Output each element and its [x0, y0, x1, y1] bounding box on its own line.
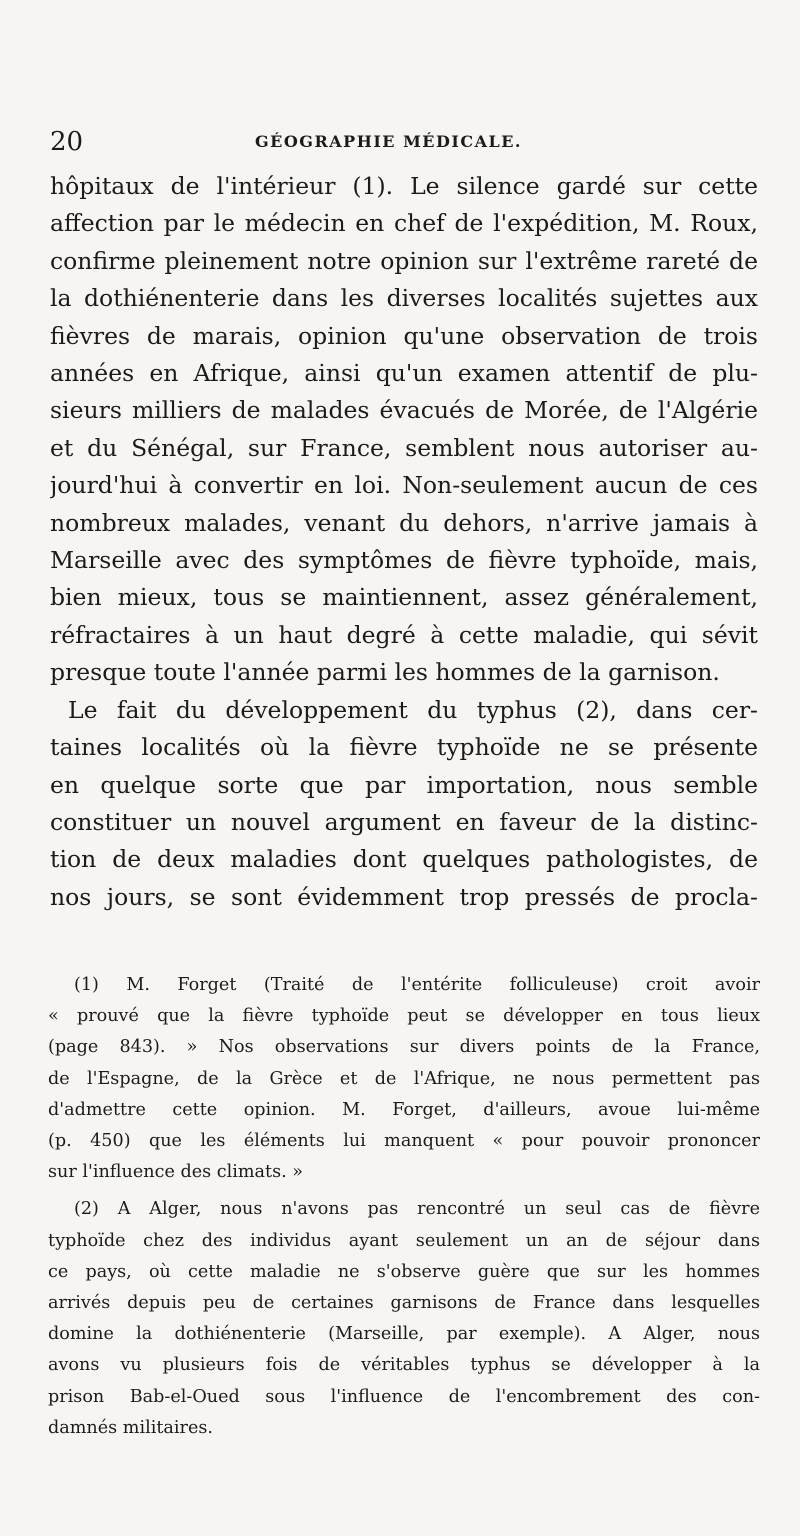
body-line: réfractaires à un haut degré à cette maladie, qui sévit: [50, 620, 758, 649]
body-line: jourd'hui à convertir en loi. Non-seulement aucun de ces: [50, 471, 758, 500]
running-head: GÉOGRAPHIE MÉDICALE.: [255, 132, 522, 151]
footnote-line: (page 843). » Nos observations sur divers points de la France,: [48, 1037, 760, 1058]
footnote-line: sur l'influence des climats. »: [48, 1162, 304, 1183]
page-number: 20: [50, 127, 84, 157]
body-line: presque toute l'année parmi les hommes de la garnison.: [50, 658, 720, 687]
body-line: années en Afrique, ainsi qu'un examen attentif de plu-: [50, 359, 758, 388]
body-line: confirme pleinement notre opinion sur l'extrême rareté de: [50, 246, 758, 275]
footnote-line: ce pays, où cette maladie ne s'observe guère que sur les hommes: [48, 1261, 760, 1282]
body-line: taines localités où la fièvre typhoïde ne se présente: [50, 733, 758, 762]
footnote-line: « prouvé que la fièvre typhoïde peut se développer en tous lieux: [48, 1006, 760, 1027]
footnote-line: de l'Espagne, de la Grèce et de l'Afrique, ne nous permettent pas: [48, 1068, 760, 1089]
body-line: la dothiénenterie dans les diverses localités sujettes aux: [50, 284, 758, 313]
footnote-line: prison Bab-el-Oued sous l'influence de l'encombrement des con-: [48, 1386, 760, 1407]
body-line: nombreux malades, venant du dehors, n'arrive jamais à: [50, 508, 758, 537]
footnote-line: (p. 450) que les éléments lui manquent « pour pouvoir prononcer: [48, 1131, 760, 1152]
body-line: et du Sénégal, sur France, semblent nous autoriser au-: [50, 433, 758, 462]
footnote-line: d'admettre cette opinion. M. Forget, d'ailleurs, avoue lui-même: [48, 1099, 760, 1120]
body-line: tion de deux maladies dont quelques pathologistes, de: [50, 845, 758, 874]
footnote-line: typhoïde chez des individus ayant seulement un an de séjour dans: [48, 1230, 760, 1251]
body-line: nos jours, se sont évidemment trop pressés de procla-: [50, 882, 758, 911]
footnote-line: (2) A Alger, nous n'avons pas rencontré un seul cas de fièvre: [74, 1199, 760, 1220]
body-line: en quelque sorte que par importation, nous semble: [50, 770, 758, 799]
footnote-line: damnés militaires.: [48, 1417, 213, 1438]
footnote-line: (1) M. Forget (Traité de l'entérite folliculeuse) croit avoir: [74, 975, 760, 995]
page-header: [50, 124, 760, 160]
body-text: [50, 168, 758, 916]
body-line: hôpitaux de l'intérieur (1). Le silence gardé sur cette: [50, 172, 758, 200]
footnote-line: domine la dothiénenterie (Marseille, par exemple). A Alger, nous: [48, 1324, 760, 1345]
body-line: sieurs milliers de malades évacués de Morée, de l'Algérie: [50, 396, 758, 425]
body-line: fièvres de marais, opinion qu'une observation de trois: [50, 321, 758, 350]
footnote-line: avons vu plusieurs fois de véritables typhus se développer à la: [48, 1355, 760, 1376]
body-line: constituer un nouvel argument en faveur de la distinc-: [50, 807, 758, 836]
footnotes: [48, 970, 760, 1444]
body-line: bien mieux, tous se maintiennent, assez généralement,: [50, 583, 758, 612]
body-line: affection par le médecin en chef de l'expédition, M. Roux,: [50, 209, 758, 238]
body-line: Marseille avec des symptômes de fièvre typhoïde, mais,: [50, 546, 758, 575]
body-line: Le fait du développement du typhus (2), dans cer-: [68, 695, 758, 724]
footnote-line: arrivés depuis peu de certaines garnisons de France dans lesquelles: [48, 1293, 760, 1314]
